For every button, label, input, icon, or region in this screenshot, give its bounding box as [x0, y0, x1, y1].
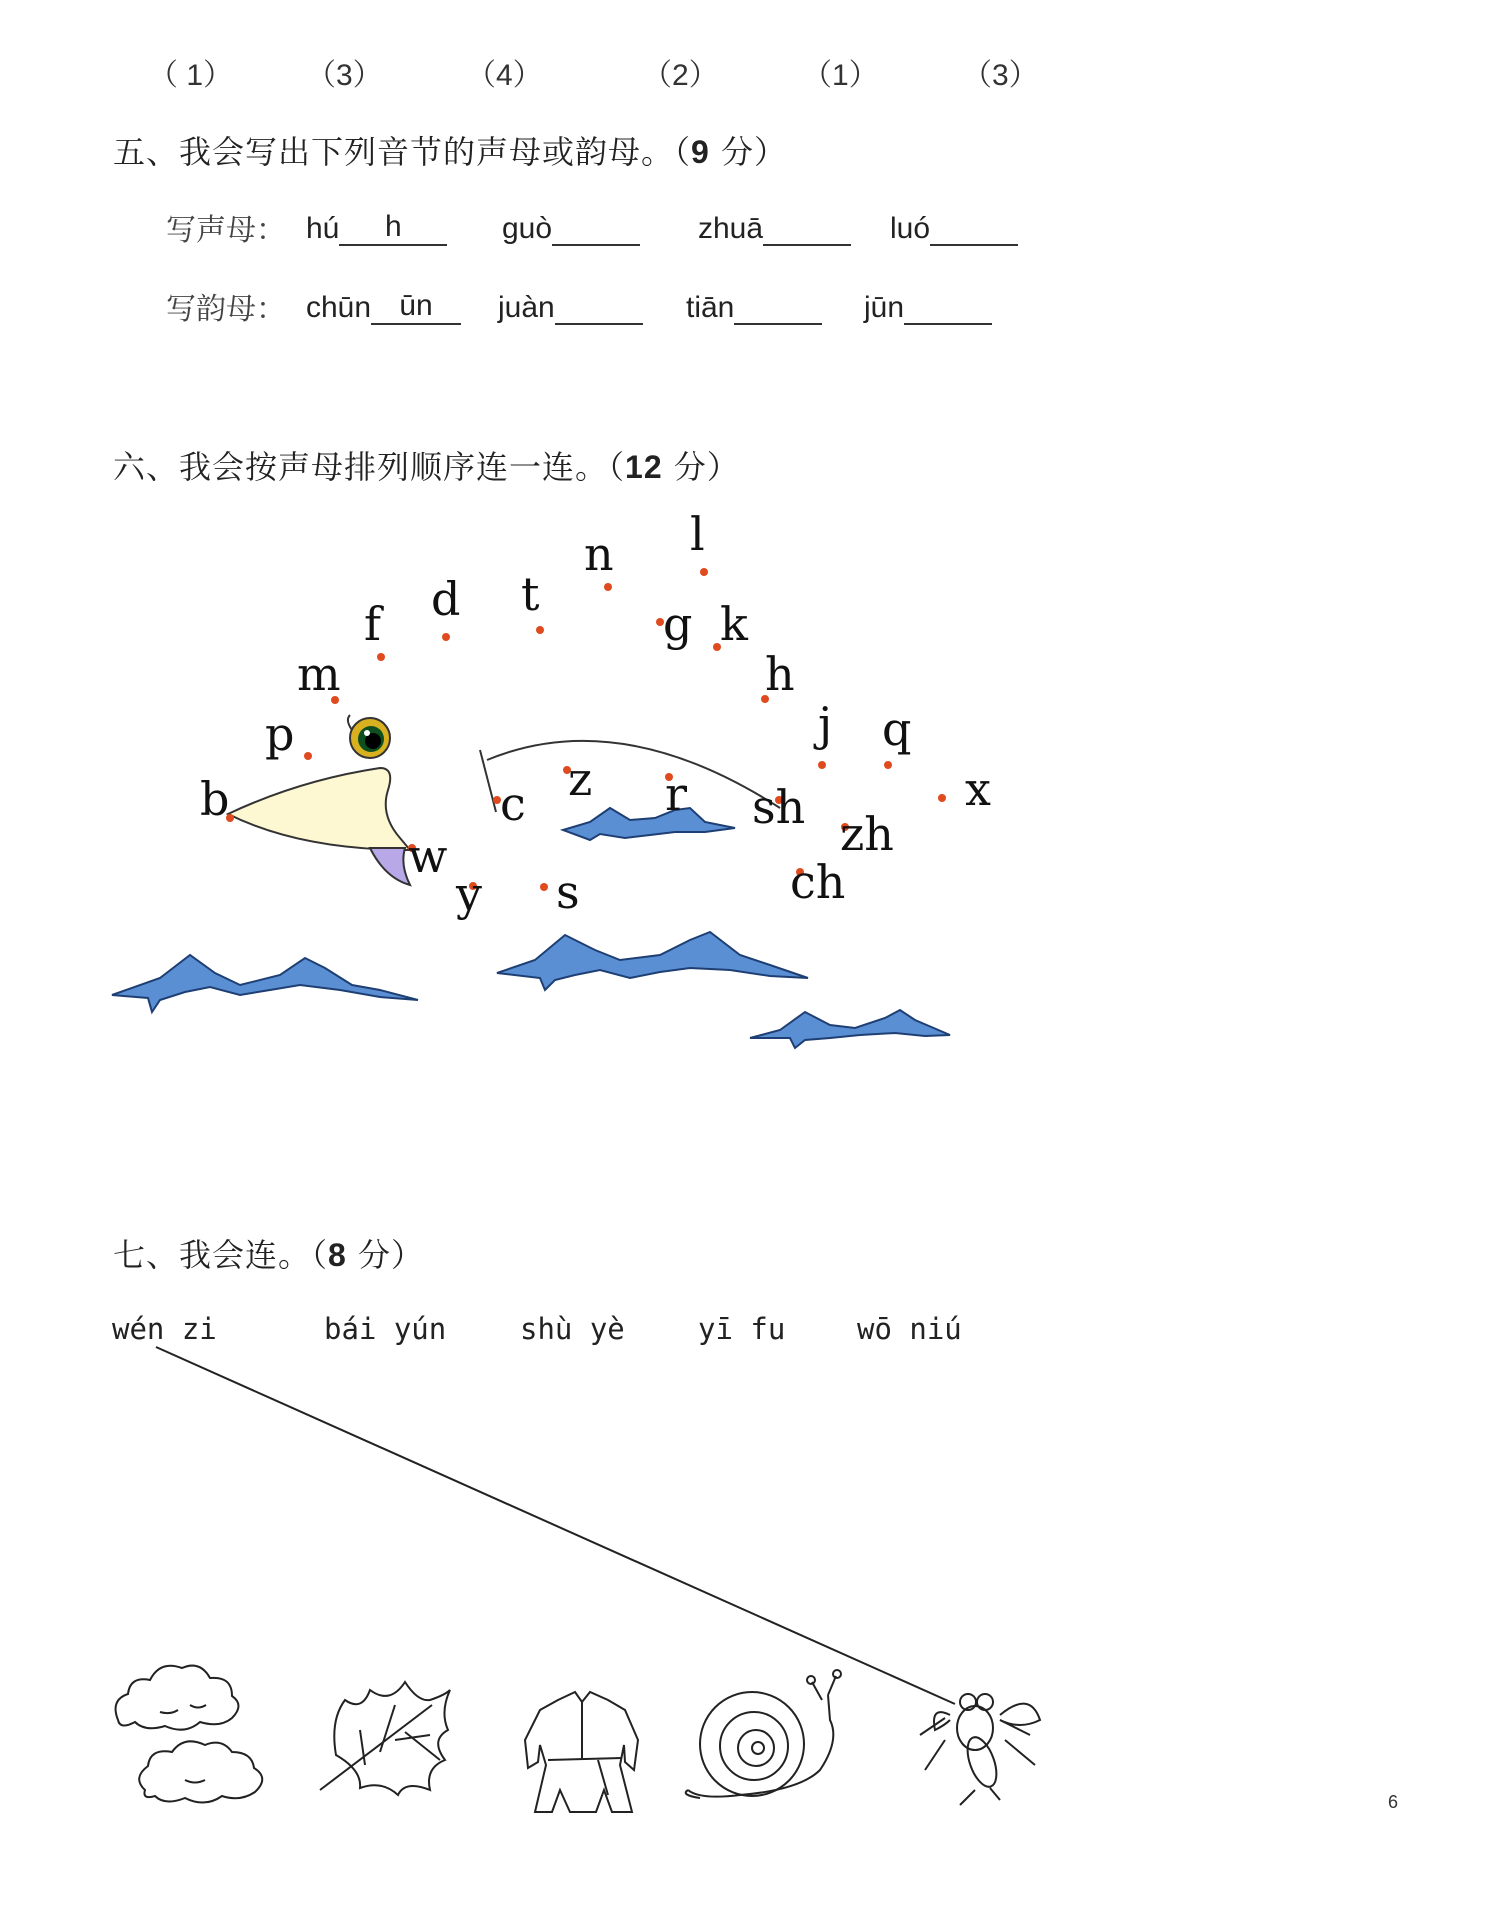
row2-item-2: juàn: [498, 289, 643, 325]
letter-b: b: [200, 772, 230, 826]
letter-z: z: [568, 752, 593, 806]
row1-item-1: hú h: [306, 210, 447, 246]
letter-ch: ch: [790, 855, 846, 909]
answer-line: [156, 1347, 955, 1704]
waves: [112, 808, 950, 1048]
answer-1: （ 1）: [148, 59, 234, 92]
letter-r: r: [665, 767, 687, 821]
dot-l: [700, 568, 708, 576]
dot-n: [604, 583, 612, 591]
dot-j: [818, 761, 826, 769]
wave-3: [750, 1010, 950, 1048]
row2-item-1: chūn ūn: [306, 289, 461, 325]
letter-s: s: [556, 865, 580, 919]
answer-blank[interactable]: h: [339, 210, 447, 246]
answer-2: （3）: [306, 59, 383, 92]
bird-head: [228, 715, 410, 885]
beak: [228, 768, 410, 850]
letter-p: p: [265, 707, 295, 761]
clouds-icon: [116, 1666, 263, 1803]
letter-zh: zh: [840, 807, 894, 861]
letter-h: h: [765, 647, 795, 701]
dot-d: [442, 633, 450, 641]
beak-lower: [370, 848, 410, 885]
dot-p: [304, 752, 312, 760]
letter-x: x: [965, 762, 991, 816]
section5-title: 五、我会写出下列音节的声母或韵母。（9 分）: [113, 133, 787, 171]
answer-blank[interactable]: ūn: [371, 289, 461, 325]
arc-line: [487, 741, 780, 808]
letter-l: l: [690, 507, 705, 561]
pinyin-yi-fu[interactable]: yī fu: [698, 1312, 786, 1346]
dot-f: [377, 653, 385, 661]
row2-item-3: tiān: [686, 289, 822, 325]
page-number: 6: [1388, 1792, 1399, 1812]
letter-c: c: [500, 777, 526, 831]
pinyin-bai-yun[interactable]: bái yún: [324, 1312, 447, 1346]
wave-4: [563, 808, 735, 840]
section7-title: 七、我会连。（8 分）: [113, 1236, 424, 1274]
leaf-icon: [320, 1682, 450, 1795]
snail-icon: [686, 1670, 841, 1798]
letter-sh: sh: [752, 780, 806, 834]
dot-q: [884, 761, 892, 769]
row1-item-2: guò: [502, 210, 640, 246]
pinyin-shu-ye[interactable]: shù yè: [520, 1312, 625, 1346]
answer-6: （3）: [962, 59, 1039, 92]
pinyin-wen-zi[interactable]: wén zi: [112, 1312, 217, 1346]
row1-item-4: luó: [890, 210, 1018, 246]
letter-f: f: [364, 597, 382, 651]
dot-t: [536, 626, 544, 634]
row2-label: 写韵母：: [166, 292, 286, 327]
answer-4: （2）: [642, 59, 719, 92]
letter-d: d: [431, 572, 461, 626]
row2-item-4: jūn: [864, 289, 992, 325]
letter-t: t: [521, 567, 540, 621]
letter-q: q: [882, 702, 912, 756]
letter-n: n: [584, 527, 614, 581]
answer-5: （1）: [802, 59, 879, 92]
letter-k: k: [720, 597, 748, 651]
letter-w: w: [408, 829, 448, 883]
letter-y: y: [456, 867, 482, 921]
dot-x: [938, 794, 946, 802]
letter-m: m: [297, 647, 341, 701]
dot-s: [540, 883, 548, 891]
letters: [200, 507, 991, 921]
answer-3: （4）: [466, 59, 543, 92]
row1-item-3: zhuā: [698, 210, 851, 246]
dress-icon: [525, 1692, 638, 1812]
wave-2: [497, 932, 808, 990]
section6-title: 六、我会按声母排列顺序连一连。（12 分）: [113, 448, 740, 486]
letter-j: j: [818, 697, 833, 751]
pinyin-wo-niu[interactable]: wō niú: [857, 1312, 962, 1346]
mosquito-icon: [920, 1694, 1040, 1805]
row1-label: 写声母：: [166, 213, 286, 248]
letter-g: g: [663, 597, 693, 651]
wave-1: [112, 955, 418, 1012]
